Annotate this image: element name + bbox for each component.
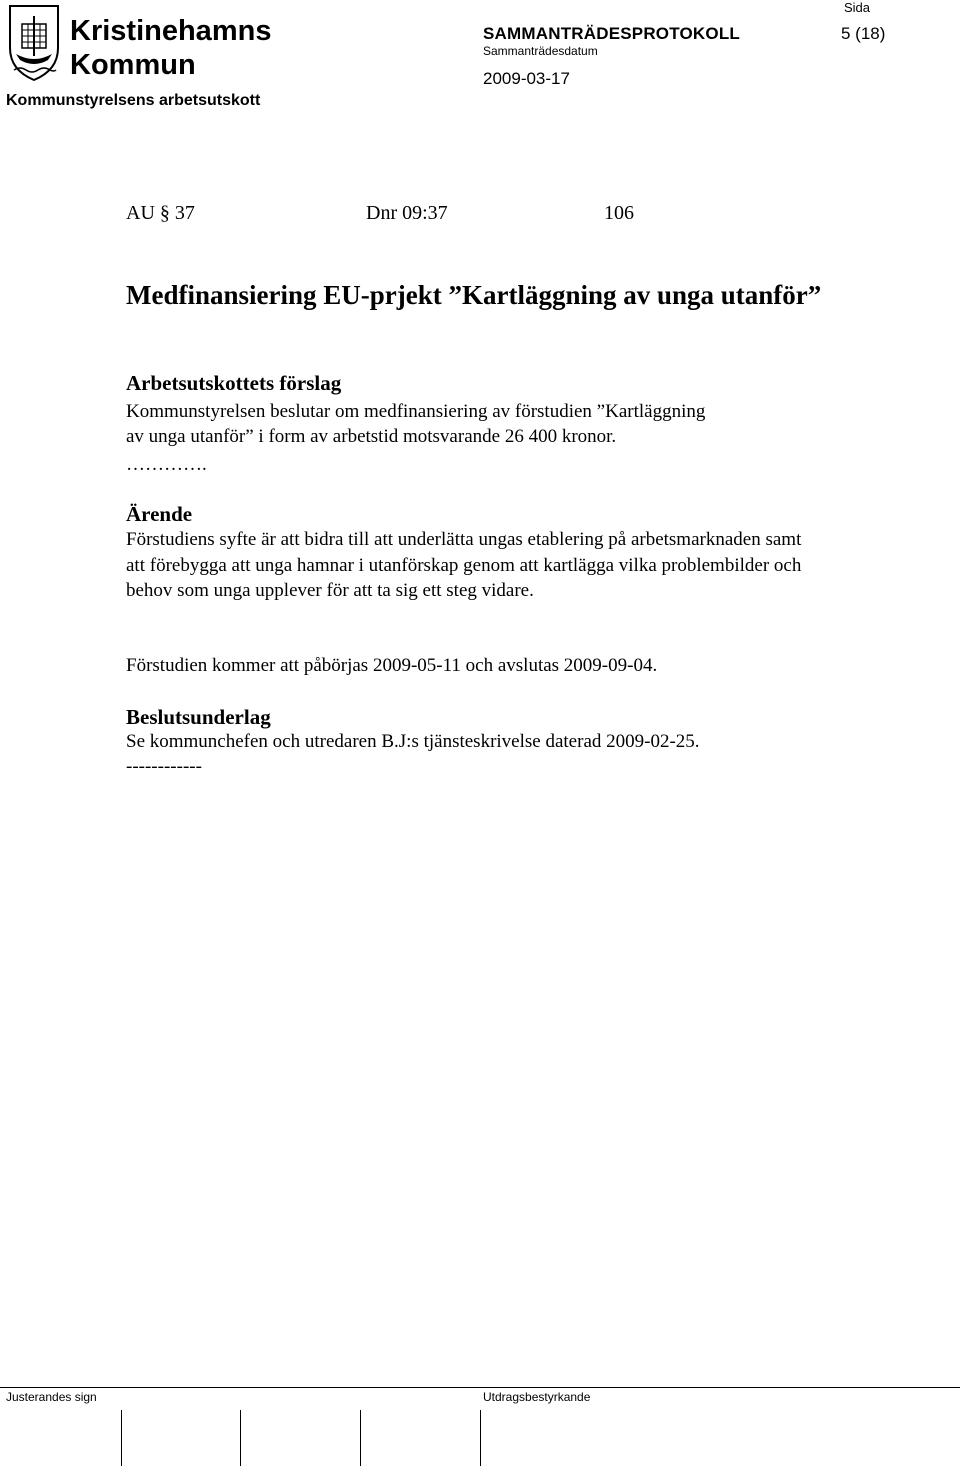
document-type: SAMMANTRÄDESPROTOKOLL: [483, 24, 740, 43]
proposal-text-line1: Kommunstyrelsen beslutar om medfinansiering av förstudien ”Kartläggning: [126, 401, 706, 422]
signature-box-divider: [240, 1410, 241, 1466]
ellipsis-dots: ………….: [126, 454, 207, 475]
au-paragraph-number: AU § 37: [126, 202, 195, 224]
page-label: Sida: [844, 0, 871, 15]
coat-of-arms-icon: [6, 4, 272, 84]
logo-name-line2: Kommun: [70, 49, 196, 81]
signature-box-divider: [121, 1410, 122, 1466]
separator-dashes: ------------: [126, 756, 202, 777]
adjuster-sign-label: Justerandes sign: [6, 1390, 97, 1404]
matter-heading: Ärende: [126, 502, 193, 526]
timeline-text: Förstudien kommer att påbörjas 2009-05-11 och avslutas 2009-09-04.: [126, 655, 658, 676]
proposal-text-line2: av unga utanför” i form av arbetstid motsvarande 26 400 kronor.: [126, 426, 617, 447]
meeting-date: 2009-03-17: [483, 69, 570, 88]
case-title: Medfinansiering EU-prjekt ”Kartläggning av unga utanför”: [126, 280, 822, 310]
organ-name: Kommunstyrelsens arbetsutskott: [6, 92, 261, 109]
municipality-logo: [6, 4, 272, 84]
matter-text: Förstudiens syfte är att bidra till att underlätta ungas etablering på arbetsmarknaden samt att förebygga att unga hamnar i utanförskap genom att kartlägga vilka problembilder och behov som unga upplever för att ta sig ett steg vidare.: [126, 529, 802, 601]
reference-number: 106: [604, 202, 634, 224]
logo-name-line1: Kristinehamns: [70, 15, 272, 47]
basis-heading: Beslutsunderlag: [126, 705, 271, 729]
diary-number: Dnr 09:37: [366, 202, 448, 224]
basis-text: Se kommunchefen och utredaren B.J:s tjänsteskrivelse daterad 2009-02-25.: [126, 731, 700, 752]
signature-box-divider: [360, 1410, 361, 1466]
proposal-heading: Arbetsutskottets förslag: [126, 371, 342, 395]
footer-divider: [0, 1387, 960, 1388]
page-number: 5 (18): [841, 24, 886, 43]
signature-box-divider: [480, 1410, 481, 1466]
extract-certification-label: Utdragsbestyrkande: [483, 1390, 591, 1404]
meeting-date-label: Sammanträdesdatum: [483, 44, 598, 58]
